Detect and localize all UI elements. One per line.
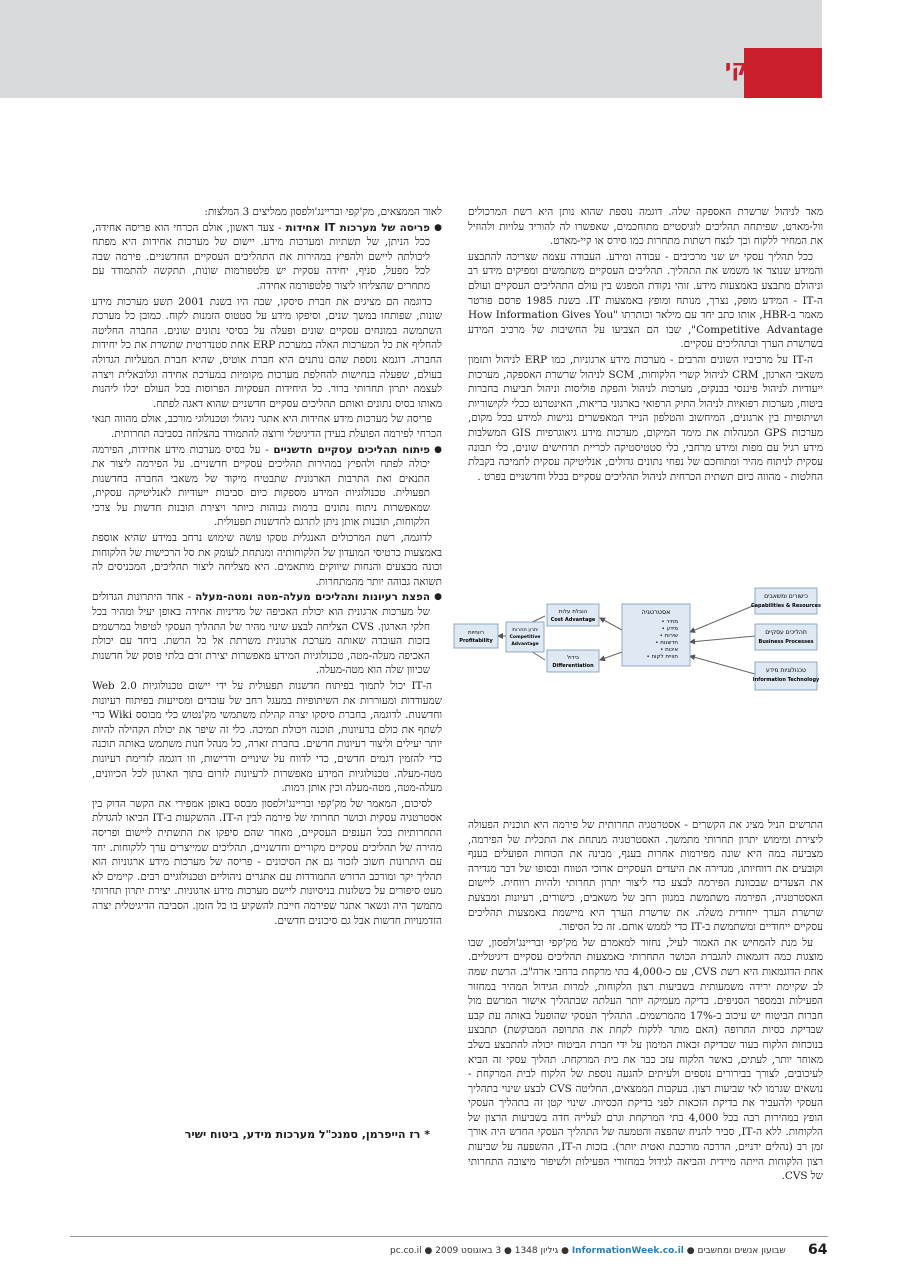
author-byline: * רז הייפרמן, סמנכ"ל מערכות מידע, ביטוח ישיר [184, 1128, 430, 1141]
node-competitive [506, 622, 544, 652]
right-column-top [468, 205, 823, 580]
page-number: 64 [808, 1242, 828, 1258]
paragraph: לסיכום, המאמר של מק'קפי ובריינג'ולפסון מבסס באופן אמפירי את הקשר הדוק בין אסטרטגיה עסקית וכושר תחרותי של פירמה לבין ה-IT. ההשקעות ב-IT הביאו להגדלת התחרותיות בכל הענפים העסקיים, מאחר שהם סיפקו את התשתית ליישום ופריסה מהירה של תהליכים עסקיים מקוריים וחדשניים, תהליכים שמייצרים ערך ללקוחות. יחד עם היתרונות חשוב לזכור גם את הסיכונים - פריסה של מערכות מידע ארגוניות הוא תהליך יקר ומורכב הדורש התמודדות עם אתגרים ניהוליים וטכנולוגיים רבים. קיימים לא מעט סיפורים על כשלונות בניסיונות ליישם מערכות מידע ארגוניות. יצירת יתרון תחרותי מתמשך היה ונשאר אתגר שפירמה חייבת להשקיע בו כל הזמן. הסביבה הדיגיטלית יצרה הזדמנויות חדשות אבל גם סיכונים חדשים. [92, 797, 442, 927]
svg-text:• מחיר: • מחיר [661, 619, 678, 625]
svg-text:• מידע: • מידע [661, 626, 678, 632]
section-title: IT עסקי [724, 56, 808, 81]
bullet-lead: הפצת רעיונות ותהליכים מעלה-מטה ומטה-מעלה [195, 591, 430, 604]
svg-text:Information Technology: Information Technology [752, 677, 820, 683]
svg-text:הובלת עלות: הובלת עלות [558, 609, 588, 615]
svg-text:רווחיות: רווחיות [467, 630, 485, 636]
bullet-paragraph [92, 221, 442, 294]
paragraph: ה-IT על מרכיביו השונים והרבים - מערכות מידע ארגוניות, כמו ERP לניהול ותזמון משאבי הארגון, CRM לניהול קשרי הלקוחות, SCM לניהול שרשרת האספקה, מערכות ייעודיות לניהול פיננסי בבנקים, מערכות לניהול והפקת פוליסות וניהול תביעות בחברות ביטוח, מערכות רפואיות לניהול התיק הרפואי בארגוני בריאות, האינטרנט ככלי לקישוריות ושיתופיות בין ארגונים, המיחשוב והטלפון הנייד המאפשרים נגישות למידע בכל מקום, מערכות GPS המנהלות את מימד המיקום, מערכות מידע גיאוגרפיות GIS המשלבות מידע רגיל עם מפות ומידע מרחבי, כלי סטטיסטיקה לכריית תרחישים שונים, כלי תבונה עסקית לניתוח מהיר ומתוחכם של נפחי נתונים גדולים, אנליטיקה עסקית לתמיכה בקבלת החלטות - מהווה כיום תשתית הכרחית לניהול תהליכים עסקיים בכלל וחדשניים בפרט . [468, 353, 823, 483]
svg-text:בידול: בידול [566, 655, 580, 661]
svg-text:• שירות: • שירות [659, 633, 678, 639]
footer-issue: גיליון 1348 [514, 1246, 559, 1256]
paragraph: ככל תהליך עסקי יש שני מרכיבים - עבודה ומידע. העבודה עצמה שצריכה להתבצע והמידע שנוצר או משמש את התהליך. תהליכים העסקיים משתמשים ומפיקים מידע רב וניהולם מתבצע באמצעות מידע. זוהי נקודת המפגש בין עולם התהליכים העסקיים ועולם ה-IT - המידע מופק, נצרך, מנותח ומופץ באמצעות IT. בשנת 1985 פרסם פורטר מאמר ב-HBR, אותו כתב יחד עם מילאר וכותרתו "How Information Gives You Competitive Advantage", שבו הם הצביעו על החשיבות של מרכיב המידע בשרשרת הערך ובתהליכים עסקיים. [468, 250, 823, 351]
svg-text:Capabilities & Resources: Capabilities & Resources [750, 603, 822, 609]
svg-text:יתרון תחרותי: יתרון תחרותי [511, 627, 539, 633]
svg-text:• איכות: • איכות [660, 647, 678, 653]
footer-text: שבועון אנשים ומחשבים ● InformationWeek.co.il ● גיליון 1348 ● 3 באוגוסט 2009 ● pc.co.il [390, 1246, 786, 1256]
paragraph: לאור הממצאים, מק'קפי ובריינג'ולפסון ממליצים 3 המלצות: [204, 206, 442, 218]
strategy-diagram [450, 580, 824, 818]
svg-text:כישורים ומשאבים: כישורים ומשאבים [764, 593, 808, 600]
svg-text:אסטרטגיה: אסטרטגיה [641, 608, 671, 616]
header-band [0, 0, 822, 98]
svg-text:טכנולוגיות מידע: טכנולוגיות מידע [766, 667, 806, 674]
node-business-processes [755, 624, 817, 650]
left-column [92, 205, 442, 1115]
paragraph: פריסה של מערכות מידע אחידות היא אתגר ניהולי וטכנולוגי מורכב, אולם מהווה תנאי הכרחי לפירמה הפועלת בעידן הדיגיטלי ורוצה להתמודד בהצלחה בסביבה תחרותית. [92, 413, 442, 440]
paragraph: כדוגמה הם מציגים את חברת סיסקו, שבה היו בשנת 2001 תשע מערכות מידע שונות, שפותחו במשך שנים, וסיפקו מידע על סטטוס הזמנות לקוח. כמובן כל מערכת השתמשה במונחים עסקיים שונים ופעלה על בסיסי נתונים שונים. החברה החליטה להחליף את כל המערכות האלה במערכת ERP אחת סטנדרטית שתשרת את כל יחידות החברה. דוגמא נוספת שהם נותנים היא חברת אוטיס, שהיא חברת המעליות הגדולה בעולם, שפעלה בנחישות להחלפת מערכות מקומיות במערכת אחידה וגלובאלית ויצרה לעצמה יתרון תחרותי ברור. כל היחידות העסקיות הפרוסות בכל העולם יכלו ליהנות מאותו בסיס נתונים ואותם תהליכים עסקיים חדשניים שהוא דאגה לפתח. [92, 295, 442, 410]
node-capabilities [751, 588, 821, 614]
paragraph: ה-IT יכול לתמוך בפיתוח חדשנות תפעולית על ידי יישום טכנולוגיות Web 2.0 שמעודדות ומעוררות את השיתופיות במעגל רחב של עובדים ומסייעות בפיתוח רעיונות וחדשנות. לדוגמה, בחברת סיסקו יצרה קהילת משתמשי מק'נטוש כלי מבוסס Wiki כדי לשתף את כולם ברעיונות, תוכנה ויכולת תמיכה. כלי זה שיפר את יכולת הקהילה להיות יותר יעילים וליצור רעיונות חדשים. בחברת זארה, כל מנהל חנות משתמש באותה תוכנה כדי להזמין דגמים חדשים, כדי לדווח על שינויים ודרישות, וזו דוגמה לזרימת רעיונות מטה-מעלה. טכנולוגיות המידע מאפשרות לרעיונות לזרום בתוך הארגון לכל הכיוונים, מעלה-מטה, מטה-מעלה וכין אותן רמות. [92, 680, 442, 795]
paragraph: מאד לניהול שרשרת האספקה שלה. דוגמה נוספת שהוא נותן היא רשת המרכולים וול-מארט, שפיתחה תהליכים לוגיסטיים מתוחכמים, שאפשרו לה להוריד עלויות ולהוזיל את המחיר ללקוח וכך לנצח רשתות מתחרות כמו סירס או קיי-מארט. [468, 206, 823, 248]
bullet-paragraph [92, 443, 442, 531]
svg-text:Profitability: Profitability [459, 638, 493, 644]
svg-text:Differentiation: Differentiation [552, 663, 594, 669]
svg-text:Cost Advantage: Cost Advantage [550, 617, 596, 623]
node-strategy [622, 604, 690, 666]
footer-publication: שבועון אנשים ומחשבים [697, 1246, 786, 1256]
footer-rule [70, 1236, 828, 1237]
paragraph: לדוגמה, רשת המרכולים האנגלית טסקו עושה שימוש נרחב במידע שהיא אוספת באמצעות כרטיסי המועדון של הלקוחותיה ומנתחת לעומק את סל הרכישות של הלקוחות וכונה מבצעים והנחות שיווקים מותאמים. היא מצליחה ליצור תהליכים, המכניסים לה תשואה גבוהה יותר מהמתחרות. [92, 532, 442, 588]
footer-date: 3 באוגוסט 2009 [435, 1246, 502, 1256]
bullet-lead: פיתוח תהליכים עסקיים חדשניים [273, 443, 430, 456]
svg-text:Advantage: Advantage [511, 642, 539, 647]
svg-text:• חוויית לקוח: • חוויית לקוח [646, 654, 678, 660]
bullet-paragraph [92, 590, 442, 678]
svg-text:תהליכים עסקיים: תהליכים עסקיים [765, 629, 807, 636]
svg-text:Competitive: Competitive [509, 635, 541, 640]
node-profitability [454, 624, 498, 648]
bullet-lead: פריסה של מערכות IT אחידות [285, 221, 431, 234]
footer-site2-link[interactable]: pc.co.il [390, 1246, 422, 1256]
svg-text:• חדשנות: • חדשנות [655, 640, 678, 646]
node-differentiation [547, 650, 599, 672]
paragraph: על מנת להמחיש את האמור לעיל, נחזור למאמרם של מק'קפי ובריינג'ולפסון, שבו מוצגות כמה דוגמאות להגברת הכושר התחרותי באמצעות תהליכים עסקיים דיגיטליים. אחת הדוגמאות היא רשת CVS, עם כ-4,000 בתי מרקחת ברחבי ארה"ב. הרשת שמה לב שקיימת ירידה משמעותית בשביעות רצון הלקוחות, למרות הגידול המהיר במחזור הפעילות ובמספר הסניפים. בדיקה מעמיקה יותר העלתה שבתהליך אישור המרשם מול חברות הביטוח יש עיכוב ב-17% מהמרשמים. התהליך העסקי שהופעל באותה עת קבע שבדיקת כסיות התרופה (האם מותר ללקוח לקחת את התרופה המבוקשת) תתבצע בנוכחות הלקוח בעוד שבדיקת זכאות המימון על ידי חברת הביטוח יכולה להתבצע בשלב מאוחר יותר, לעתים, כאשר הלקוח עזב כבר את בית המרקחת. תהליך עסקי זה הביא לעיכובים, לצורך בבירורים נוספים ולעיתים להגעה נוספת של הלקוח לבית המרקחת - נושאים שגרמו לאי שביעות רצון. בעקבות הממצאים, החליטה CVS לבצע שינוי בתהליך העסקי ולהעביר את בדיקת הזכאות לפני בדיקת הכסיות. שינוי קטן זה בתהליך העסקי הופץ במהירות רבה בכל 4,000 בתי המרקחת וגרם לעלייה חדה בשביעות הרצון של הלקוחות. ללא ה-IT, סביר להניח שהפצה והטמעה של התהליך העסקי החדש היה אורך זמן רב (נהלים ידניים, הדרכה מורכבת ואטית יותר). בזכות ה-IT, ההשפעה על שביעות רצון הלקוחות הייתה מיידית והביאה לגידול במחזורי הפעילות ולשיפור מיצובה התחרותי של CVS. [468, 936, 823, 1183]
bullet-text: - צעד ראשון, אולם הכרחי הוא פריסה אחידה, ככל הניתן, של תשתיות ומערכות מידע. יישום של מערכות אחידות היא מפתח ליכולתה ליישם ולהפיץ במהירות את התהליכים העסקיים החדשניים. פירמה שבה לכל מפעל, סניף, יחידה עסקית יש פלטפורמות שונות, תתקשה להתמודד עם מתחרים שהצליחו ליצור פלטפורמה אחידה. [92, 221, 430, 292]
paragraph: התרשים הניל מציג את הקשרים - אסטרטגיה תחרותית של פירמה היא תוכנית הפעולה ליצירת ומימוש יתרון תחרותי מתמשך. האסטרטגיה מנתחת את התכלית של הפירמה, מצביעה במה היא שונה מפירמות אחרות בענף, מבינה את הכוחות הפועלים בענף וקובעים את רווחיותו, מגדירה את היעדים העסקיים ארוכי הטווח ובסופו של דבר מגדירה את הצעדים שבכוונת הפירמה לבצע כדי ליצור יתרון תחרותי ולהיות רווחית. ליישום האסטרטגיה, הפירמה משתמשת במגוון רחב של משאבים, כישורים, רעיונות ומבצעת שרשרת הערך ייחודית משלה. את שרשרת הערך היא מיישמת באמצעות תהליכים עסקיים ייחודיים ומשתמשת ב-IT כדי לממש אותם. זה כל הסיפור. [468, 819, 823, 934]
node-cost-advantage [547, 604, 599, 626]
svg-text:Business Processes: Business Processes [758, 639, 814, 645]
bullet-text: - אחד היתרונות הגדולים של מערכות ארגונית הוא יכולת האכיפה של מדיניות אחידה באופן יעיל ומהיר בכל חלקי הארגון. CVS הצליחה לבצע שינוי מהיר של התהליך העסקי לטיפול במרשמים בזכות העובדה שאותה מערכת ארגונית משרתת אל כל הרשת. ביחד עם יכולת האכיפה מעלה-מטה, טכנולוגיות המידע מאפשרות יצירת זרם בלתי פוסק של חדשנות שכיוון שלה הוא מטה-מעלה. [92, 591, 430, 677]
right-column-bottom [468, 818, 823, 1213]
footer-site-link[interactable]: InformationWeek.co.il [571, 1246, 684, 1256]
bullet-text: - על בסיס מערכות מידע אחידות, הפירמה יכולה לפתח ולהפיץ במהירות תהליכים עסקיים חדשניים. על הפירמה ליצור את התנאים ואת התרבות הארגונית שתבטיח מיקוד של משאבי החברה בחדשנות תפעולית. טכנולוגיות המידע מספקות כיום סביבות ייעודיות לאנליטיקה עסקית, שמאפשרות ניתוח נתונים ברמות גבוהות כיותר ויצירת תובנות חדשות על צרכי הלקוחות, תובנות אותן ניתן לתרגם לחדשנות תפעולית. [92, 443, 430, 529]
node-information-technology [753, 662, 820, 690]
